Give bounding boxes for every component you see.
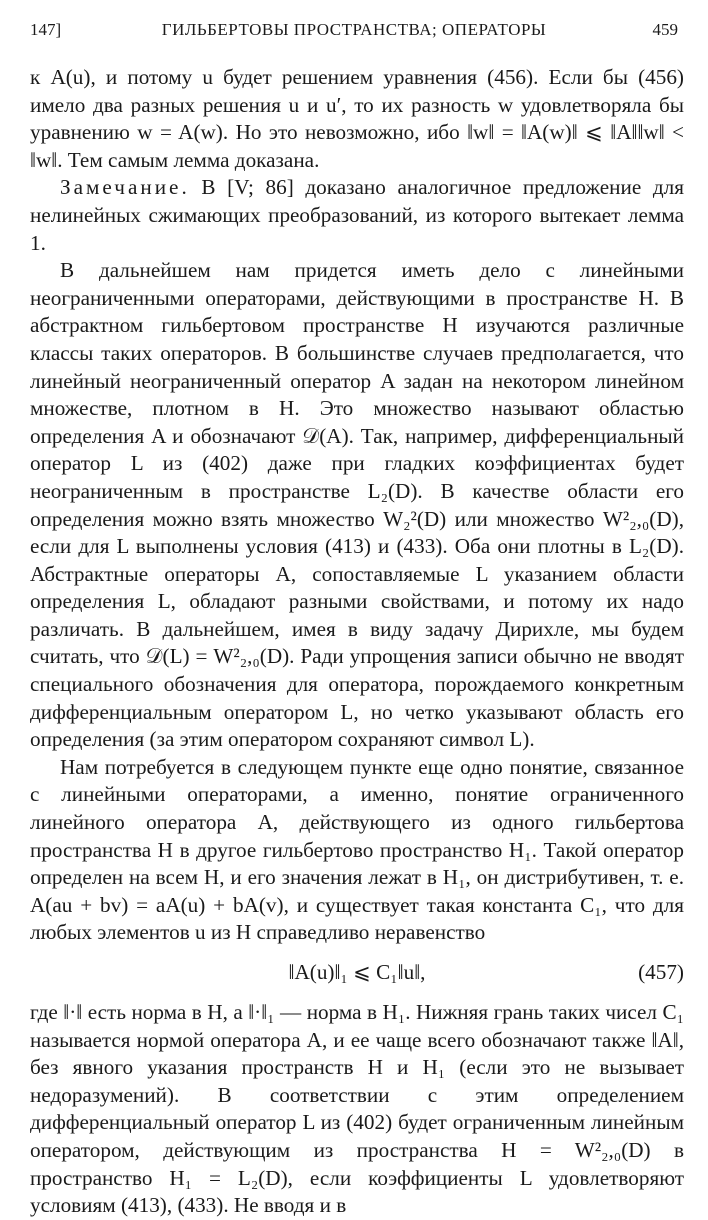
page-number: 459 [652,20,678,39]
body-text [30,64,684,1220]
paragraph-5: где ‖·‖ есть норма в H, а ‖·‖₁ — норма в H₁. Нижняя грань таких чисел C₁ называется нормой оператора A, и ее чаще всего обозначают также ‖A‖, без явного указания пространств H и H₁ (если это не вызывает недоразумений). В соответствии с этим определением дифференциальный оператор L из (402) будет ограниченным линейным оператором, действующим из пространства H = W²₂,₀(D) в пространство H₁ = L₂(D), если коэффициенты L удовлетворяют условиям (413), (433). Не вводя и в [30,1000,684,1218]
remark-text: В [V; 86] доказано аналогичное предложение для нелинейных сжимающих преобразований, из которого вытекает лемма 1. [30,175,684,255]
running-header [30,20,678,48]
chapter-title: ГИЛЬБЕРТОВЫ ПРОСТРАНСТВА; ОПЕРАТОРЫ [161,20,547,39]
equation-formula: ‖A(u)‖₁ ⩽ C₁‖u‖, [288,960,426,984]
paragraph-3: В дальнейшем нам придется иметь дело с линейными неограниченными операторами, действующими в пространстве H. В абстрактном гильбертовом пространстве H изучаются различные классы таких операторов. В большинстве случаев предполагается, что линейный неограниченный оператор A задан на некотором линейном множестве, плотном в H. Это множество называют областью определения A и обозначают 𝒟(A). Так, например, дифференциальный оператор L из (402) даже при гладких коэффициентах будет неограниченным в пространстве L₂(D). В качестве области его определения можно взять множество W₂²(D) или множество W²₂,₀(D), если для L выполнены условия (413) и (433). Оба они плотны в L₂(D). Абстрактные операторы A, сопоставляемые L указанием области определения L, обладают разными свойствами, и потому их надо различать. В дальнейшем, имея в виду задачу Дирихле, мы будем считать, что 𝒟(L) = W²₂,₀(D). Ради упрощения записи обычно не вводят специального обозначения для оператора, порождаемого конкретным дифференциальным оператором L, но четко указывают область его определения (за этим оператором сохраняют символ L). [30,258,684,752]
remark-label: Замечание. [60,175,190,200]
equation-457 [30,947,684,999]
paragraph-1: к A(u), и потому u будет решением уравнения (456). Если бы (456) имело два разных решения u и u′, то их разность w удовлетворяла бы уравнению w = A(w). Но это невозможно, ибо ‖w‖ = ‖A(w)‖ ⩽ ‖A‖‖w‖ < ‖w‖. Тем самым лемма доказана. [30,65,684,172]
paragraph-remark [30,174,684,257]
equation-number: (457) [638,960,684,984]
paragraph-4: Нам потребуется в следующем пункте еще одно понятие, связанное с линейными операторами, а именно, понятие ограниченного линейного оператора A, действующего из одного гильбертова пространства H в другое гильбертово пространство H₁. Такой оператор определен на всем H, и его значения лежат в H₁, он дистрибутивен, т. е. A(au + bv) = aA(u) + bA(v), и существует такая константа C₁, что для любых элементов u из H справедливо неравенство [30,754,684,945]
section-number: 147] [30,20,62,39]
